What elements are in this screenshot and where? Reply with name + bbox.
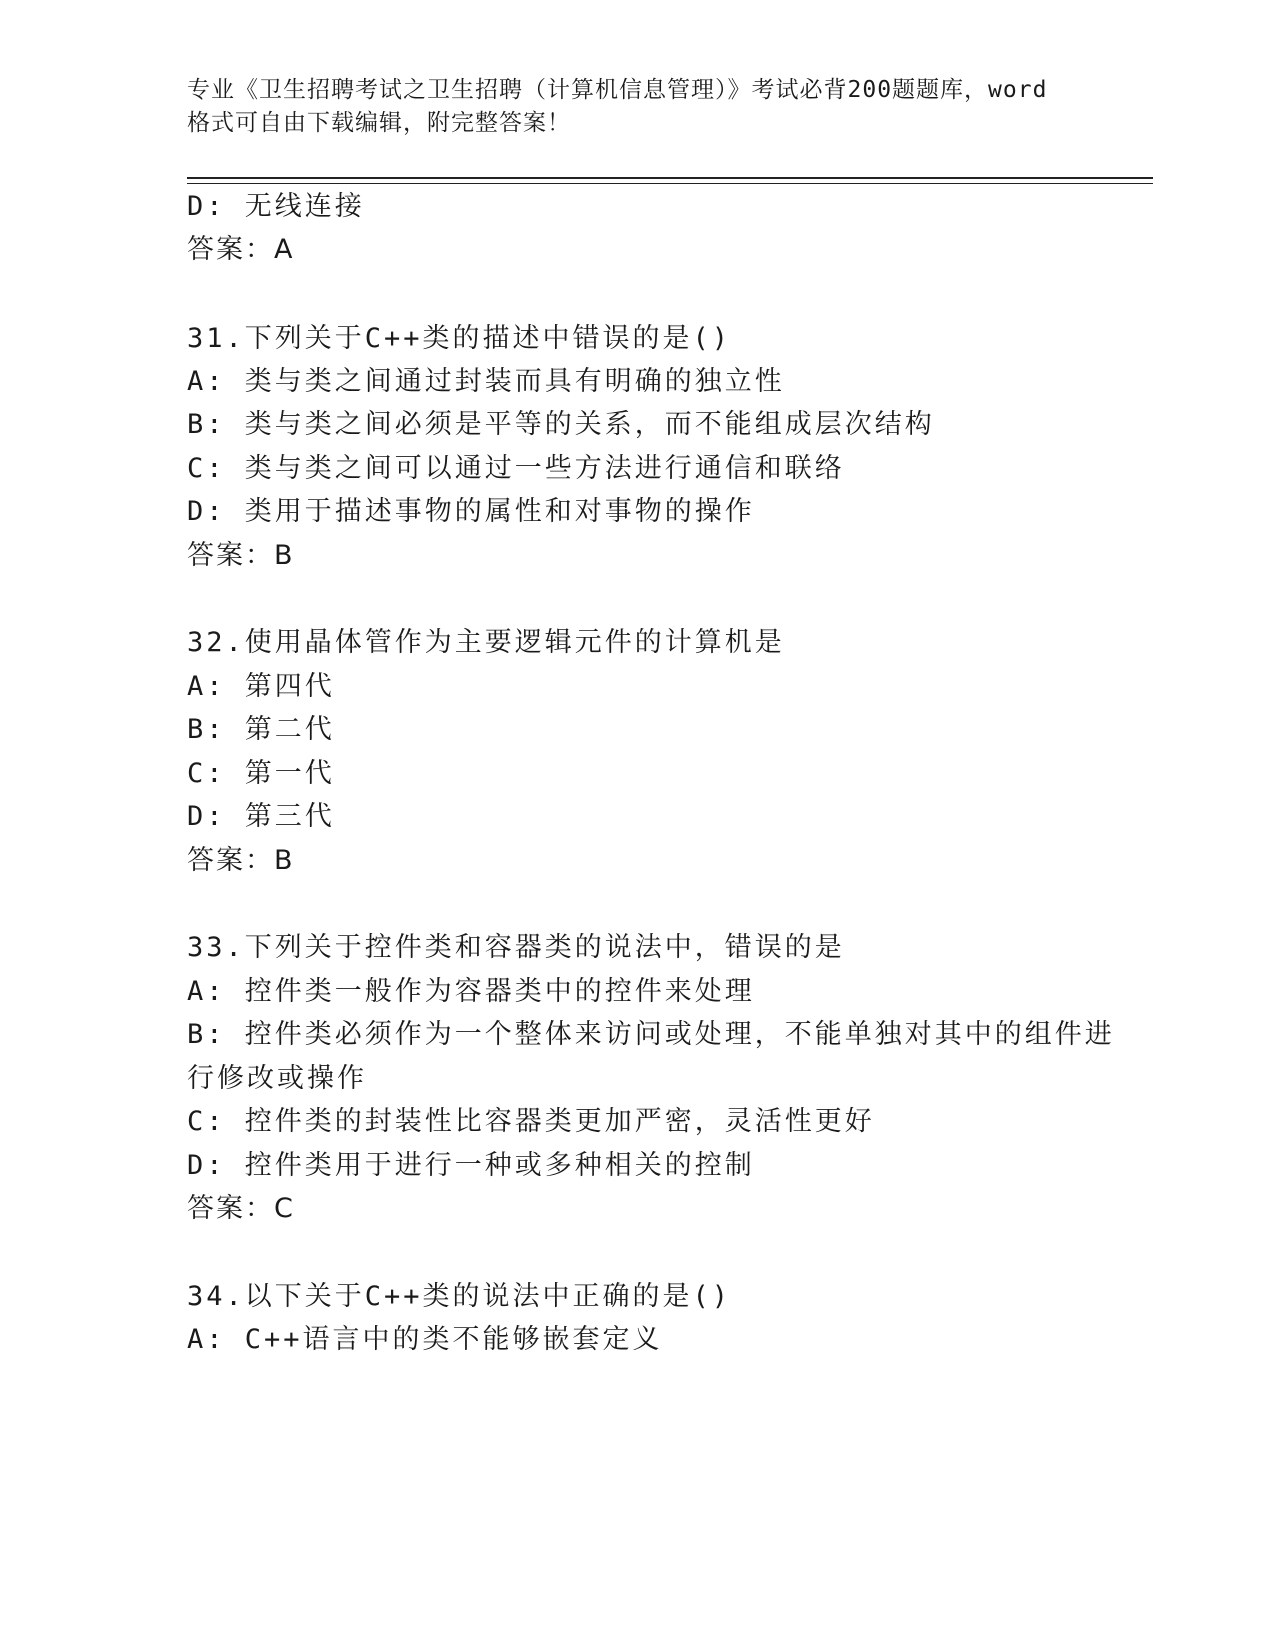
document-header [187,74,1087,140]
q32-option-a: A: 第四代 [187,671,335,702]
q33-option-c: C: 控件类的封装性比容器类更加严密，灵活性更好 [187,1106,875,1137]
q33-option-b-line-1: B: 控件类必须作为一个整体来访问或处理，不能单独对其中的组件进 [187,1019,1115,1050]
prev-option-d: D: 无线连接 [187,191,365,222]
header-divider-thin [187,183,1153,184]
q31-question: 31.下列关于C++类的描述中错误的是() [187,323,732,354]
q31-option-c: C: 类与类之间可以通过一些方法进行通信和联络 [187,453,845,484]
q33-option-d: D: 控件类用于进行一种或多种相关的控制 [187,1150,755,1181]
header-divider-thick [187,177,1153,179]
q32-option-c: C: 第一代 [187,758,335,789]
q32-option-d: D: 第三代 [187,801,335,832]
q33-option-b-line-2: 行修改或操作 [187,1063,367,1094]
q33-answer: 答案：C [187,1193,295,1224]
header-line-2: 格式可自由下载编辑，附完整答案！ [187,110,571,136]
q34-option-a: A: C++语言中的类不能够嵌套定义 [187,1324,663,1355]
q31-option-d: D: 类用于描述事物的属性和对事物的操作 [187,496,755,527]
q32-option-b: B: 第二代 [187,714,335,745]
q31-answer: 答案：B [187,540,295,571]
q31-option-a: A: 类与类之间通过封装而具有明确的独立性 [187,366,785,397]
q32-answer: 答案：B [187,845,295,876]
q32-question: 32.使用晶体管作为主要逻辑元件的计算机是 [187,627,785,658]
q34-question: 34.以下关于C++类的说法中正确的是() [187,1281,732,1312]
q33-option-a: A: 控件类一般作为容器类中的控件来处理 [187,976,755,1007]
header-line-1: 专业《卫生招聘考试之卫生招聘（计算机信息管理）》考试必背200题题库，word [187,77,1048,103]
prev-answer: 答案：A [187,234,295,265]
q33-question: 33.下列关于控件类和容器类的说法中，错误的是 [187,932,845,963]
q31-option-b: B: 类与类之间必须是平等的关系，而不能组成层次结构 [187,409,935,440]
